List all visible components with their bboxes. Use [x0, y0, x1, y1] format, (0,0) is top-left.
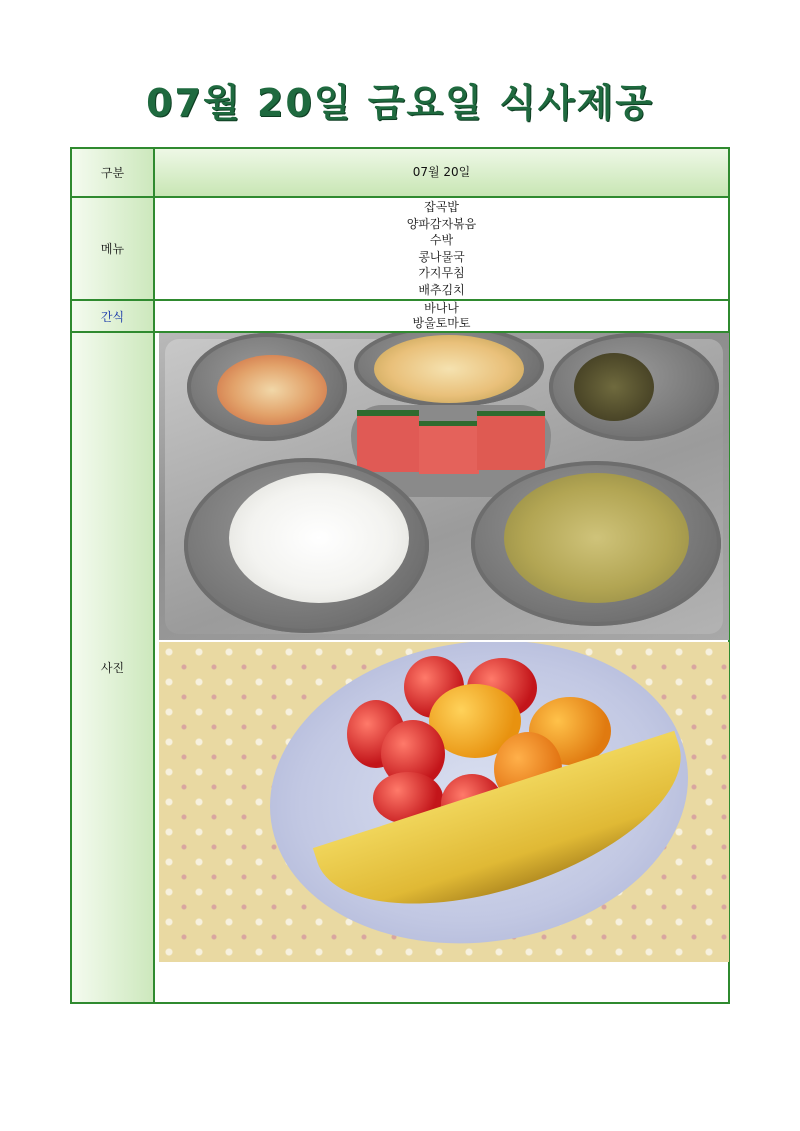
menu-item: 잡곡밥	[424, 200, 459, 214]
menu-item: 양파감자볶음	[406, 216, 477, 231]
meal-tray-photo	[159, 333, 729, 640]
menu-item: 배추김치	[418, 282, 465, 297]
snack-item: 방울토마토	[412, 316, 471, 330]
header-label: 구분	[72, 149, 155, 196]
menu-row	[72, 198, 728, 299]
menu-list	[155, 198, 728, 299]
page-title: 07월 20일 금요일 식사제공	[146, 81, 654, 125]
snack-label: 간식	[72, 301, 155, 331]
photo-label: 사진	[72, 333, 155, 1002]
menu-item: 수박	[429, 233, 454, 247]
menu-label: 메뉴	[72, 198, 155, 299]
table-header-row	[72, 149, 728, 196]
snack-photo	[159, 642, 729, 962]
header-date: 07월 20일	[155, 149, 728, 196]
snack-item: 바나나	[424, 301, 459, 315]
snack-row	[72, 301, 728, 331]
snack-list	[155, 299, 728, 333]
meal-table	[70, 147, 730, 1004]
menu-item: 콩나물국	[418, 249, 465, 264]
menu-item: 가지무침	[418, 266, 465, 280]
